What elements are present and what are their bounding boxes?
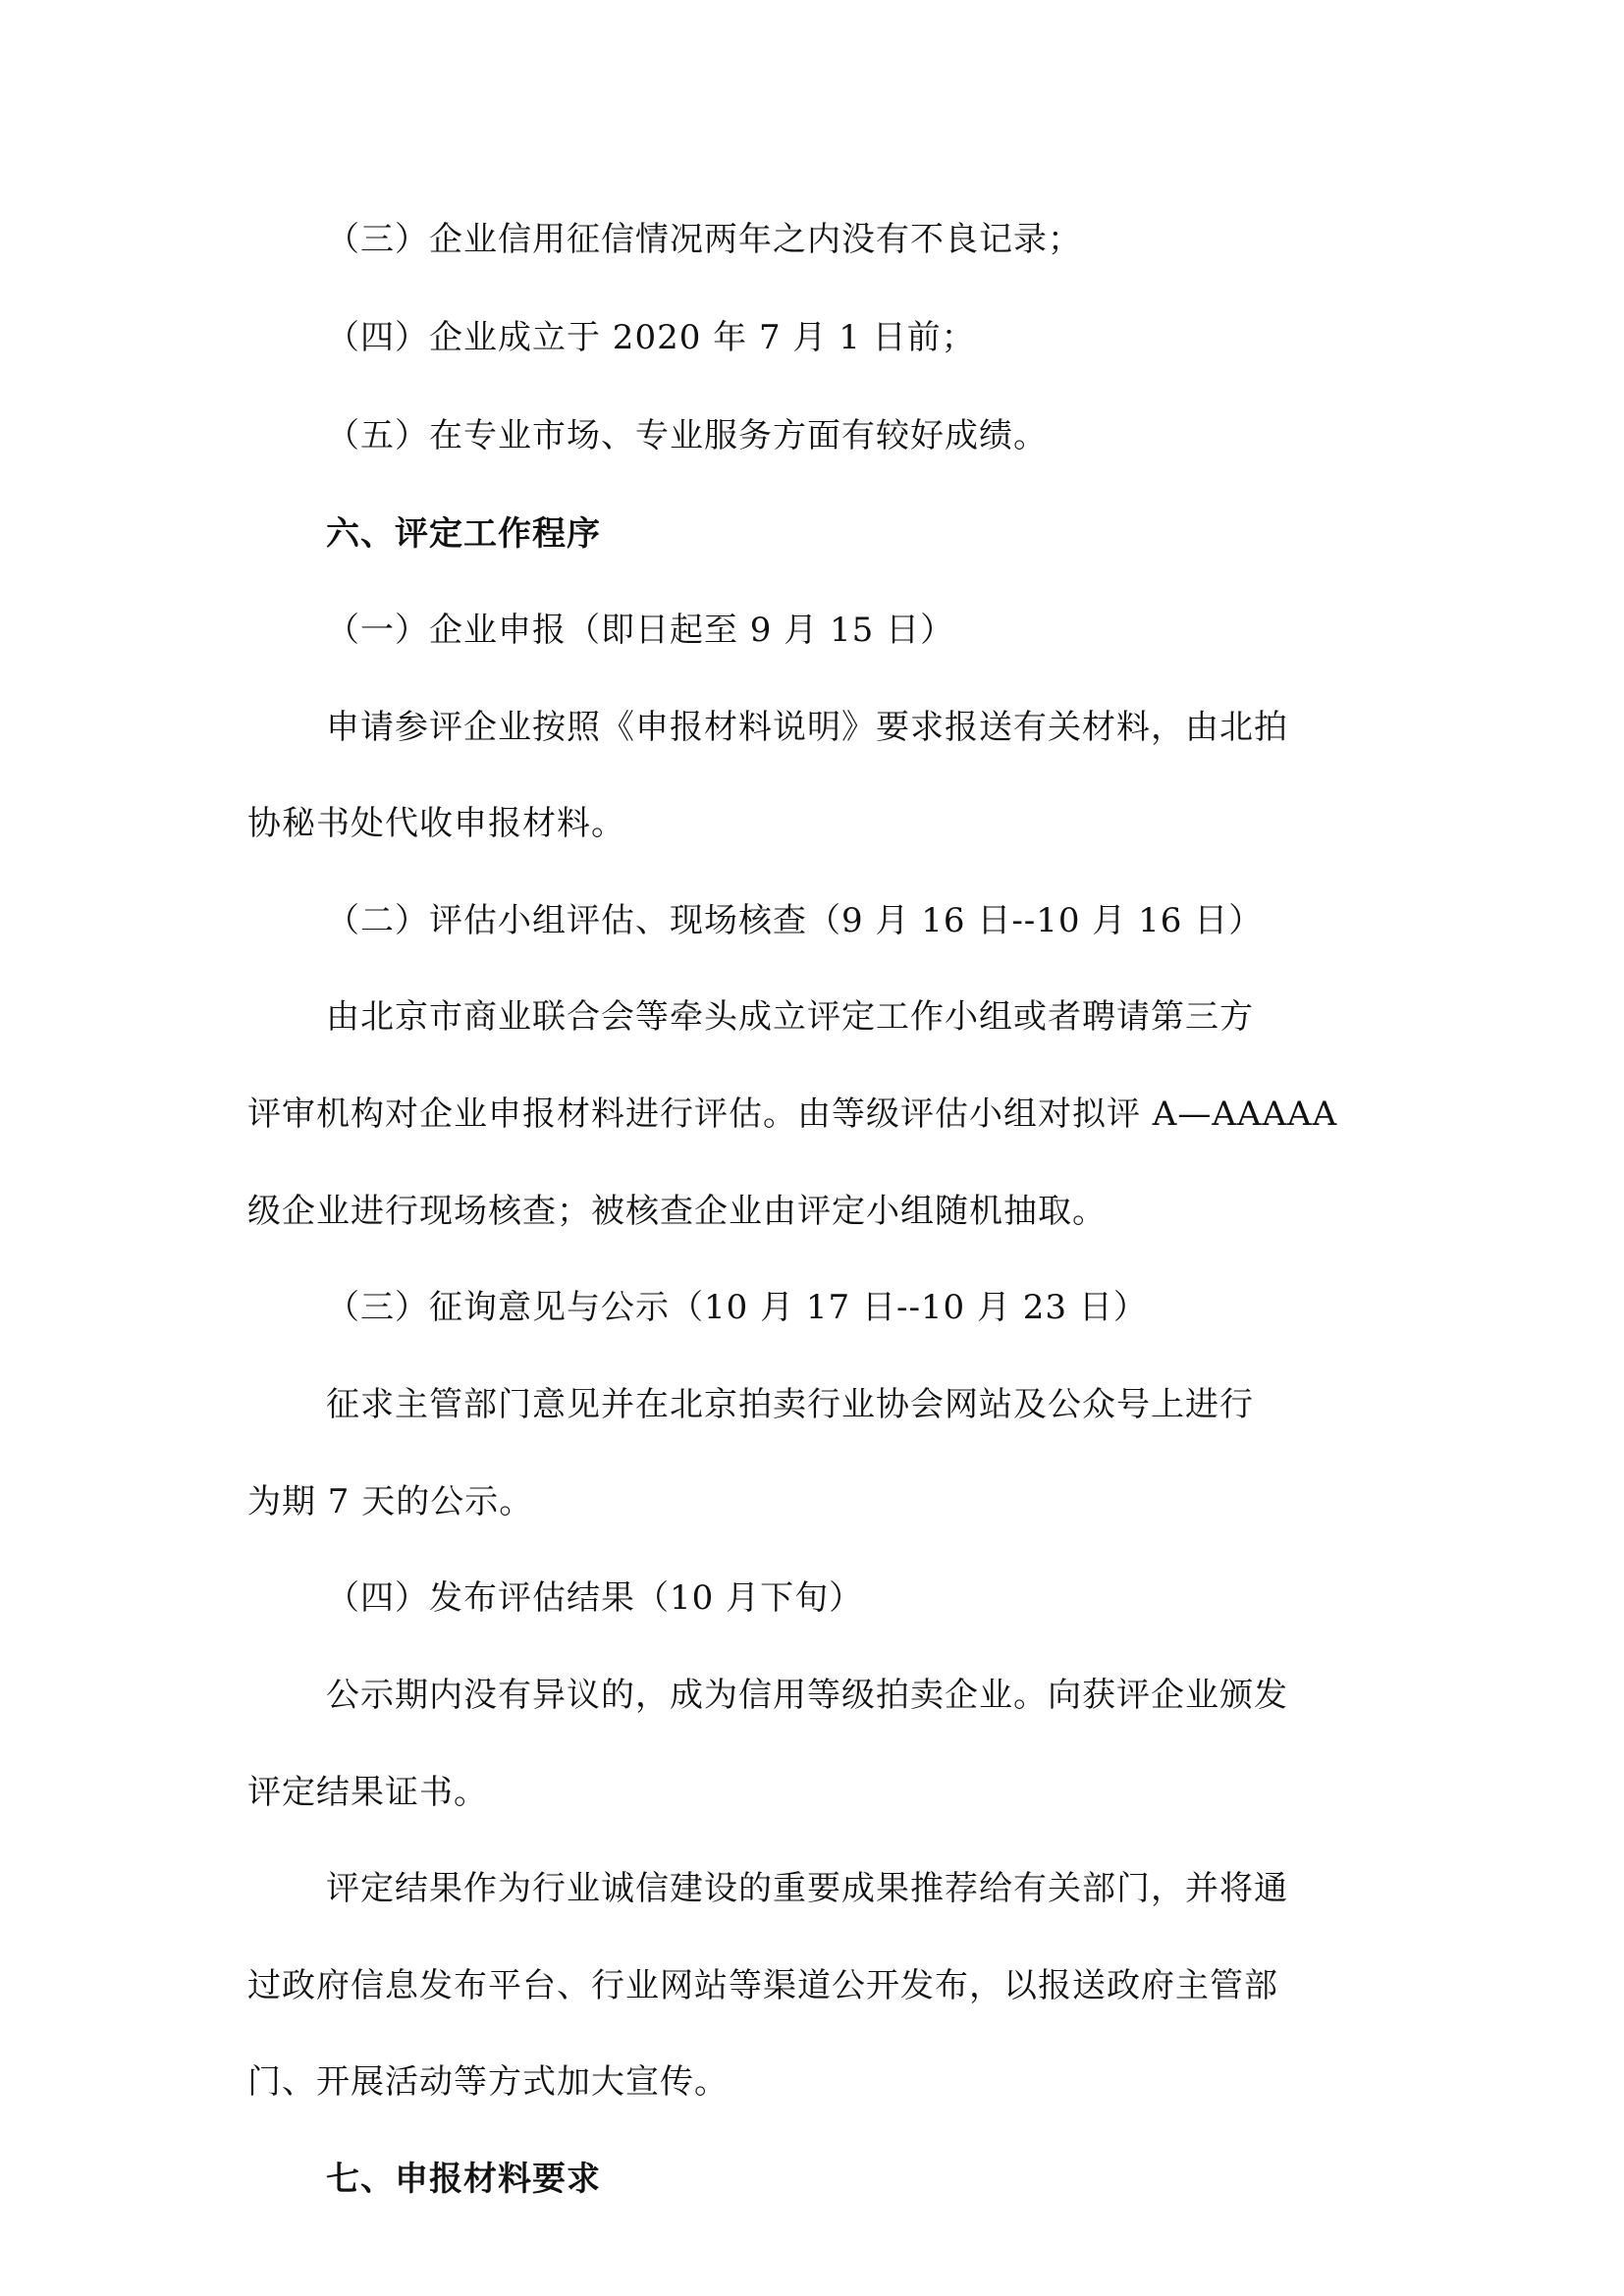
step-1-title: （一）企业申报（即日起至 9 月 15 日）: [326, 611, 955, 650]
step-2-text-line-3: 级企业进行现场核查；被核查企业由评定小组随机抽取。: [247, 1192, 1107, 1231]
step-2-title: （二）评估小组评估、现场核查（9 月 16 日--10 月 16 日）: [326, 901, 1264, 940]
result-usage-line-1: 评定结果作为行业诚信建设的重要成果推荐给有关部门，并将通: [326, 1869, 1288, 1908]
step-1-text-line-2: 协秘书处代收申报材料。: [247, 804, 625, 843]
section-heading-7: 七、申报材料要求: [326, 2160, 601, 2199]
step-1-text-line-1: 申请参评企业按照《申报材料说明》要求报送有关材料，由北拍: [326, 708, 1288, 747]
criteria-item-5: （五）在专业市场、专业服务方面有较好成绩。: [326, 416, 1048, 455]
step-3-text-line-1: 征求主管部门意见并在北京拍卖行业协会网站及公众号上进行: [326, 1385, 1254, 1424]
result-usage-line-2: 过政府信息发布平台、行业网站等渠道公开发布，以报送政府主管部: [247, 1966, 1278, 2005]
result-usage-line-3: 门、开展活动等方式加大宣传。: [247, 2062, 729, 2102]
step-4-text-line-1: 公示期内没有异议的，成为信用等级拍卖企业。向获评企业颁发: [326, 1676, 1288, 1715]
step-3-title: （三）征询意见与公示（10 月 17 日--10 月 23 日）: [326, 1288, 1148, 1327]
step-4-text-line-2: 评定结果证书。: [247, 1773, 488, 1812]
step-2-text-line-2: 评审机构对企业申报材料进行评估。由等级评估小组对拟评 A—AAAAA: [247, 1095, 1338, 1134]
step-4-title: （四）发布评估结果（10 月下旬）: [326, 1578, 864, 1618]
step-3-text-line-2: 为期 7 天的公示。: [247, 1482, 534, 1522]
criteria-item-3: （三）企业信用征信情况两年之内没有不良记录；: [326, 220, 1082, 259]
criteria-item-4: （四）企业成立于 2020 年 7 月 1 日前；: [326, 318, 976, 357]
step-2-text-line-1: 由北京市商业联合会等牵头成立评定工作小组或者聘请第三方: [326, 997, 1254, 1037]
section-heading-6: 六、评定工作程序: [326, 514, 601, 554]
